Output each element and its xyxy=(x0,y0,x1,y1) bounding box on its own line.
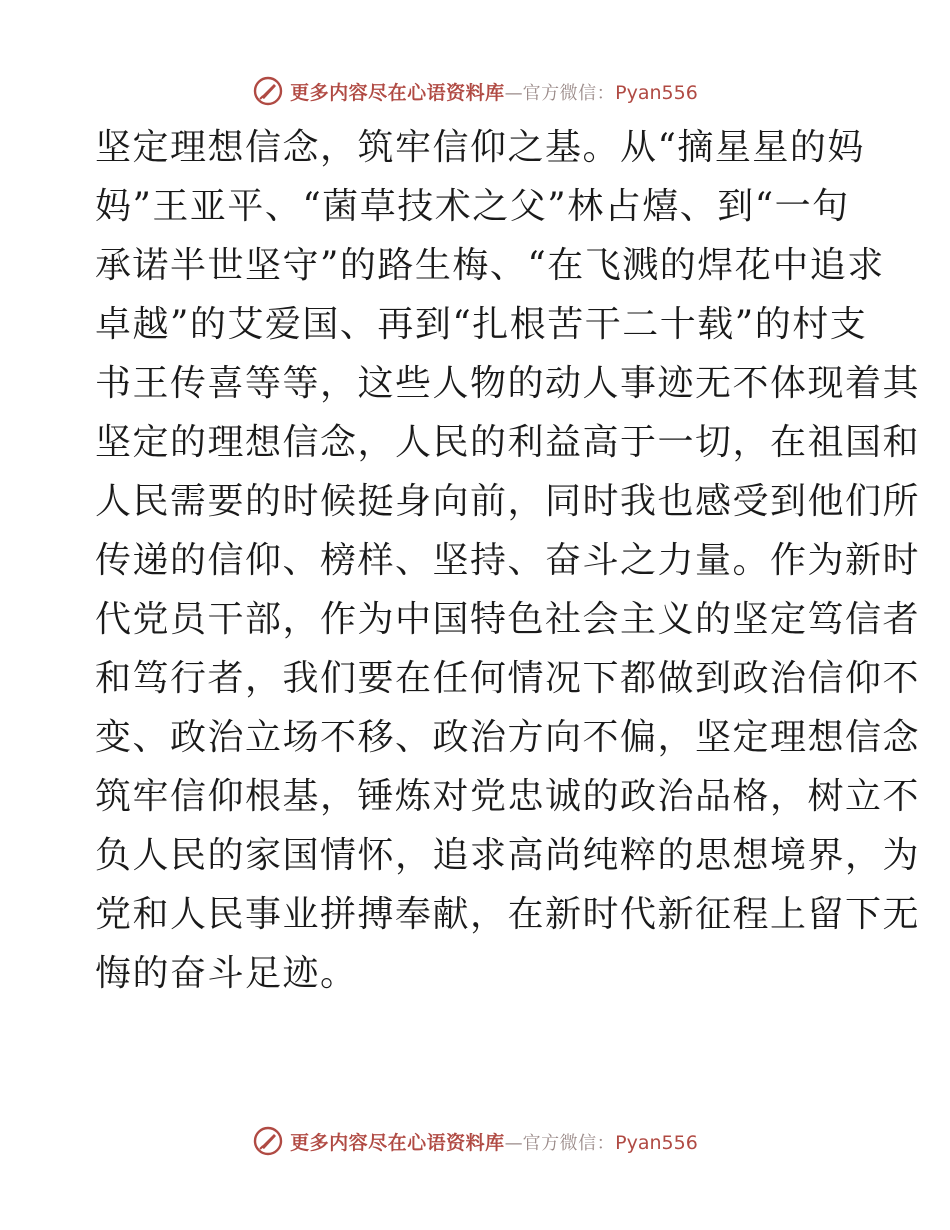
watermark-wechat-label: 官方微信： xyxy=(522,1132,616,1154)
quill-logo-icon xyxy=(252,75,284,107)
body-line: 承诺半世坚守”的路生梅、“在飞溅的焊花中追求 xyxy=(95,245,885,286)
body-line: 变、政治立场不移、政治方向不偏，坚定理想信念 xyxy=(95,717,921,758)
body-line: 悔的奋斗足迹。 xyxy=(95,953,358,994)
body-line: 书王传喜等等，这些人物的动人事迹无不体现着其 xyxy=(95,363,921,404)
body-line: 传递的信仰、榜样、坚持、奋斗之力量。作为新时 xyxy=(95,540,921,581)
body-line: 卓越”的艾爱国、再到“扎根苦干二十载”的村支 xyxy=(95,304,868,345)
body-line: 坚定的理想信念，人民的利益高于一切，在祖国和 xyxy=(95,422,921,463)
body-line: 党和人民事业拼搏奉献，在新时代新征程上留下无 xyxy=(95,894,921,935)
watermark-separator: — xyxy=(504,82,523,104)
header-watermark xyxy=(0,71,950,111)
body-line: 和笃行者，我们要在任何情况下都做到政治信仰不 xyxy=(95,658,921,699)
body-line: 坚定理想信念，筑牢信仰之基。从“摘星星的妈 xyxy=(95,127,865,168)
watermark-title: 更多内容尽在心语资料库 xyxy=(290,81,505,104)
body-line: 负人民的家国情怀，追求高尚纯粹的思想境界，为 xyxy=(95,835,921,876)
body-line: 代党员干部，作为中国特色社会主义的坚定笃信者 xyxy=(95,599,921,640)
footer-watermark xyxy=(0,1121,950,1161)
body-line: 筑牢信仰根基，锤炼对党忠诚的政治品格，树立不 xyxy=(95,776,921,817)
quill-logo-icon xyxy=(252,1125,284,1157)
watermark-wechat-id: Pyan556 xyxy=(615,81,698,104)
watermark-separator: — xyxy=(504,1132,523,1154)
body-line: 人民需要的时候挺身向前，同时我也感受到他们所 xyxy=(95,481,921,522)
document-body xyxy=(95,118,921,1003)
watermark-title: 更多内容尽在心语资料库 xyxy=(290,1131,505,1154)
body-line: 妈”王亚平、“菌草技术之父”林占熺、到“一句 xyxy=(95,186,850,227)
watermark-wechat-id: Pyan556 xyxy=(615,1131,698,1154)
watermark-wechat-label: 官方微信： xyxy=(522,82,616,104)
